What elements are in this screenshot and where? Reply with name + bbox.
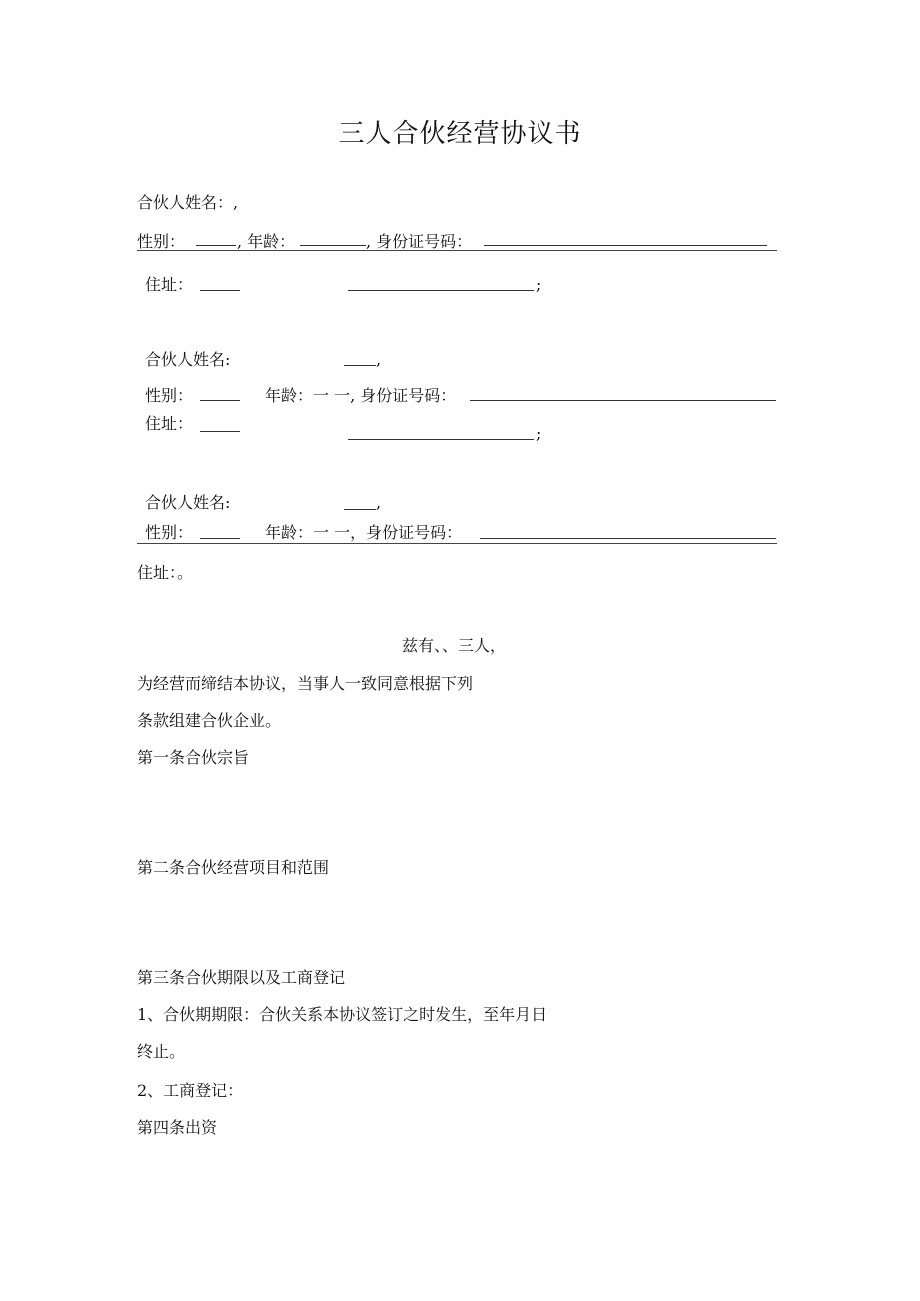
partner1-address-blank-b (348, 290, 534, 291)
article-3-heading: 第三条合伙期限以及工商登记 (137, 968, 346, 987)
partner2-name-label: 合伙人姓名: (145, 350, 231, 369)
partner2-address-blank-b (348, 439, 534, 440)
article-4-heading: 第四条出资 (137, 1118, 218, 1137)
partner1-age-label: , 年龄： (237, 232, 296, 251)
partner2-name-blank (344, 365, 376, 366)
partner3-address-line: 住址：。 (137, 563, 194, 582)
partner2-address-blank-a (200, 431, 240, 432)
partner1-divider (137, 250, 777, 251)
partner2-gender-label: 性别： (145, 386, 194, 405)
partner1-age-blank (300, 245, 366, 246)
partner3-divider (137, 543, 777, 544)
partner3-name-label: 合伙人姓名: (145, 493, 231, 512)
partner2-address-end: ; (536, 424, 542, 443)
article-2-heading: 第二条合伙经营项目和范围 (137, 858, 330, 877)
partner1-gender-label: 性别： (137, 232, 186, 251)
partner1-gender-blank (196, 245, 236, 246)
article-3-item-2: 2、工商登记： (137, 1081, 244, 1100)
partner2-gender-blank (200, 400, 240, 401)
partner3-age-id-label: 年龄：一 一，身份证号码： (265, 523, 463, 542)
partner3-gender-label: 性别： (145, 523, 194, 542)
partner2-id-blank (470, 400, 776, 401)
partner1-address-end: ; (536, 275, 542, 294)
partner3-id-blank (480, 538, 776, 539)
article-1-heading: 第一条合伙宗旨 (137, 748, 250, 767)
partner1-id-blank (484, 245, 767, 246)
intro-line-2: 条款组建合伙企业。 (137, 711, 282, 730)
intro-line-1: 为经营而缔结本协议，当事人一致同意根据下列 (137, 674, 474, 693)
partner3-name-blank (344, 509, 376, 510)
partner2-age-id-label: 年龄：一 一, 身份证号码： (265, 386, 457, 405)
partner1-address-blank-a (200, 290, 240, 291)
partner3-gender-blank (200, 538, 240, 539)
partner1-id-label: , 身份证号码： (366, 232, 473, 251)
partner3-name-end: , (376, 493, 382, 512)
partner2-address-label: 住址： (145, 414, 194, 433)
document-title: 三人合伙经营协议书 (338, 119, 582, 149)
article-3-item-1-line-1: 1、合伙期期限：合伙关系本协议签订之时发生，至年月日 (137, 1005, 548, 1024)
partner2-name-end: , (376, 350, 382, 369)
partner1-address-label: 住址： (145, 275, 194, 294)
article-3-item-1-line-2: 终止。 (137, 1042, 186, 1061)
intro-center: 兹有、、三人， (402, 636, 507, 655)
partner1-name-line: 合伙人姓名：, (137, 193, 239, 212)
